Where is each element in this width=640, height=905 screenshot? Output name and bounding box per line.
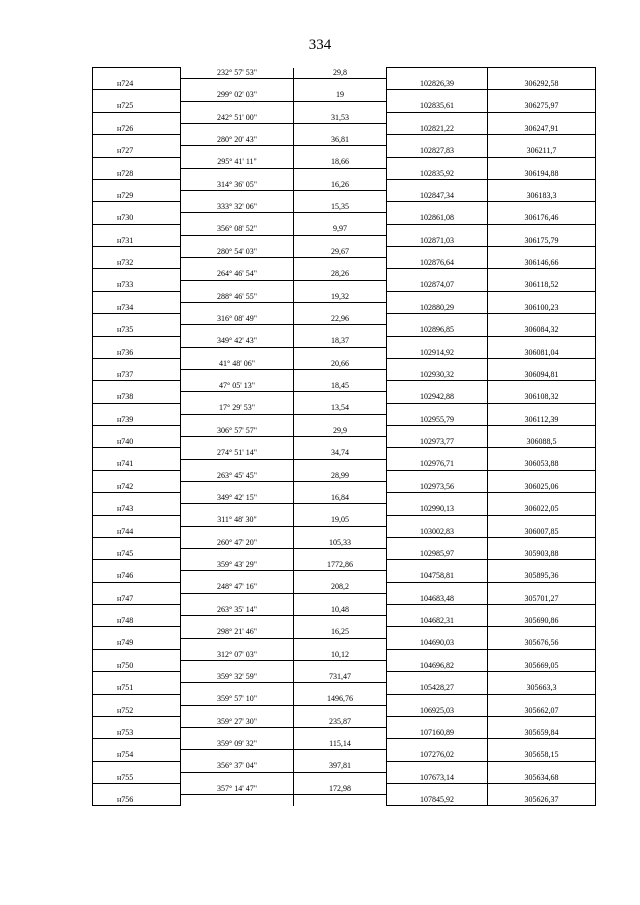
segment-angle: 359° 32' 59"	[181, 672, 294, 683]
segment-distance: 10,12	[294, 649, 387, 660]
point-name: н753	[93, 728, 181, 739]
segment-distance: 16,26	[294, 179, 387, 190]
segment-angle: 359° 09' 32"	[181, 739, 294, 750]
segment-distance: 29,67	[294, 247, 387, 258]
segment-row	[93, 694, 596, 705]
coord-x: 102876,64	[387, 258, 488, 269]
point-row	[93, 101, 596, 112]
point-name: н751	[93, 683, 181, 694]
coord-y: 306176,46	[488, 213, 596, 224]
point-row	[93, 168, 596, 179]
segment-angle: 17° 29' 53"	[181, 403, 294, 414]
segment-row	[93, 672, 596, 683]
segment-angle: 260° 47' 20"	[181, 537, 294, 548]
segment-angle: 280° 20' 43"	[181, 135, 294, 146]
coord-x: 102861,08	[387, 213, 488, 224]
point-name: н734	[93, 302, 181, 313]
segment-distance: 13,54	[294, 403, 387, 414]
coord-y: 305658,15	[488, 750, 596, 761]
point-row	[93, 795, 596, 806]
point-name: н756	[93, 795, 181, 806]
point-row	[93, 191, 596, 202]
segment-row	[93, 157, 596, 168]
coord-y: 305690,86	[488, 616, 596, 627]
point-row	[93, 571, 596, 582]
segment-distance: 18,37	[294, 336, 387, 347]
segment-distance: 115,14	[294, 739, 387, 750]
segment-angle: 312° 07' 03"	[181, 649, 294, 660]
segment-angle: 41° 48' 06"	[181, 358, 294, 369]
segment-distance: 19,05	[294, 515, 387, 526]
point-name: н737	[93, 370, 181, 381]
segment-row	[93, 90, 596, 101]
point-row	[93, 504, 596, 515]
segment-angle: 242° 51' 00"	[181, 112, 294, 123]
coord-y: 305634,68	[488, 772, 596, 783]
point-name: н725	[93, 101, 181, 112]
segment-row	[93, 68, 596, 79]
coord-y: 306081,04	[488, 347, 596, 358]
point-row	[93, 750, 596, 761]
point-name: н733	[93, 280, 181, 291]
point-row	[93, 392, 596, 403]
segment-row	[93, 381, 596, 392]
coord-x: 104696,82	[387, 660, 488, 671]
segment-row	[93, 627, 596, 638]
segment-distance: 15,35	[294, 202, 387, 213]
point-row	[93, 213, 596, 224]
coord-x: 102880,29	[387, 302, 488, 313]
coord-x: 104690,03	[387, 638, 488, 649]
coord-y: 306088,5	[488, 437, 596, 448]
point-name: н731	[93, 235, 181, 246]
segment-row	[93, 314, 596, 325]
segment-row	[93, 605, 596, 616]
coord-x: 102874,07	[387, 280, 488, 291]
segment-distance: 28,99	[294, 470, 387, 481]
segment-angle: 299° 02' 03"	[181, 90, 294, 101]
point-row	[93, 414, 596, 425]
segment-distance: 29,8	[294, 68, 387, 79]
coord-x: 102871,03	[387, 235, 488, 246]
coord-y: 306100,23	[488, 302, 596, 313]
coord-x: 107673,14	[387, 772, 488, 783]
segment-distance: 208,2	[294, 582, 387, 593]
point-name: н739	[93, 414, 181, 425]
segment-distance: 19,32	[294, 291, 387, 302]
segment-angle: 280° 54' 03"	[181, 247, 294, 258]
segment-row	[93, 247, 596, 258]
segment-distance: 10,48	[294, 605, 387, 616]
segment-distance: 36,81	[294, 135, 387, 146]
segment-row	[93, 403, 596, 414]
coord-x: 104758,81	[387, 571, 488, 582]
point-row	[93, 146, 596, 157]
segment-angle: 288° 46' 55"	[181, 291, 294, 302]
coord-y: 305669,05	[488, 660, 596, 671]
page-number: 334	[308, 37, 332, 53]
coord-x: 102835,92	[387, 168, 488, 179]
coord-x: 102985,97	[387, 549, 488, 560]
point-row	[93, 325, 596, 336]
coord-x: 102976,71	[387, 459, 488, 470]
segment-row	[93, 179, 596, 190]
segment-distance: 235,87	[294, 716, 387, 727]
coord-y: 306007,85	[488, 526, 596, 537]
coord-x: 102847,34	[387, 191, 488, 202]
coord-x: 107845,92	[387, 795, 488, 806]
point-name: н727	[93, 146, 181, 157]
coord-y: 306084,32	[488, 325, 596, 336]
segment-distance: 31,53	[294, 112, 387, 123]
segment-distance: 29,9	[294, 426, 387, 437]
segment-distance: 1772,86	[294, 560, 387, 571]
segment-angle: 295° 41' 11"	[181, 157, 294, 168]
coord-y: 306146,66	[488, 258, 596, 269]
point-row	[93, 459, 596, 470]
coord-y: 306175,79	[488, 235, 596, 246]
segment-distance: 731,47	[294, 672, 387, 683]
coord-x: 104683,48	[387, 593, 488, 604]
point-name: н730	[93, 213, 181, 224]
segment-row	[93, 291, 596, 302]
coord-x: 102896,85	[387, 325, 488, 336]
point-row	[93, 728, 596, 739]
segment-distance: 105,33	[294, 537, 387, 548]
segment-distance: 172,98	[294, 784, 387, 795]
segment-distance: 397,81	[294, 761, 387, 772]
coordinates-table-body	[93, 68, 596, 806]
coord-y: 306118,52	[488, 280, 596, 291]
segment-row	[93, 515, 596, 526]
point-row	[93, 258, 596, 269]
coord-y: 305701,27	[488, 593, 596, 604]
point-row	[93, 526, 596, 537]
coord-x: 102955,79	[387, 414, 488, 425]
coord-x: 102835,61	[387, 101, 488, 112]
point-name: н738	[93, 392, 181, 403]
point-name: н746	[93, 571, 181, 582]
segment-angle: 359° 43' 29"	[181, 560, 294, 571]
point-name: н729	[93, 191, 181, 202]
segment-angle: 314° 36' 05"	[181, 179, 294, 190]
point-row	[93, 549, 596, 560]
point-row	[93, 593, 596, 604]
segment-distance: 18,45	[294, 381, 387, 392]
coord-y: 305895,36	[488, 571, 596, 582]
point-row	[93, 705, 596, 716]
segment-row	[93, 224, 596, 235]
point-name: н724	[93, 79, 181, 90]
point-row	[93, 437, 596, 448]
coord-x: 103002,83	[387, 526, 488, 537]
point-name: н735	[93, 325, 181, 336]
point-row	[93, 481, 596, 492]
point-name: н728	[93, 168, 181, 179]
coord-x: 107276,02	[387, 750, 488, 761]
segment-row	[93, 784, 596, 795]
coord-y: 306022,05	[488, 504, 596, 515]
coord-y: 306094,81	[488, 370, 596, 381]
point-row	[93, 79, 596, 90]
segment-angle: 349° 42' 15"	[181, 493, 294, 504]
segment-angle: 298° 21' 46"	[181, 627, 294, 638]
segment-row	[93, 470, 596, 481]
coord-y: 306053,88	[488, 459, 596, 470]
segment-distance: 1496,76	[294, 694, 387, 705]
segment-angle: 232° 57' 53"	[181, 68, 294, 79]
segment-angle: 356° 37' 04"	[181, 761, 294, 772]
segment-distance: 16,25	[294, 627, 387, 638]
segment-angle: 274° 51' 14"	[181, 448, 294, 459]
segment-row	[93, 448, 596, 459]
segment-angle: 357° 14' 47"	[181, 784, 294, 795]
segment-angle: 248° 47' 16"	[181, 582, 294, 593]
segment-angle: 359° 57' 10"	[181, 694, 294, 705]
segment-angle: 264° 46' 54"	[181, 269, 294, 280]
point-name: н743	[93, 504, 181, 515]
segment-distance: 9,97	[294, 224, 387, 235]
coord-y: 305662,07	[488, 705, 596, 716]
segment-angle: 356° 08' 52"	[181, 224, 294, 235]
segment-row	[93, 358, 596, 369]
segment-row	[93, 135, 596, 146]
segment-row	[93, 649, 596, 660]
coord-y: 306183,3	[488, 191, 596, 202]
coord-y: 306194,88	[488, 168, 596, 179]
point-name: н736	[93, 347, 181, 358]
point-name: н754	[93, 750, 181, 761]
point-row	[93, 347, 596, 358]
point-row	[93, 683, 596, 694]
coord-x: 102827,83	[387, 146, 488, 157]
segment-angle: 263° 35' 14"	[181, 605, 294, 616]
point-name: н747	[93, 593, 181, 604]
segment-row	[93, 426, 596, 437]
coord-x: 102973,77	[387, 437, 488, 448]
segment-row	[93, 202, 596, 213]
segment-row	[93, 560, 596, 571]
point-name: н749	[93, 638, 181, 649]
segment-distance: 19	[294, 90, 387, 101]
point-row	[93, 616, 596, 627]
segment-row	[93, 269, 596, 280]
point-row	[93, 302, 596, 313]
segment-angle: 263° 45' 45"	[181, 470, 294, 481]
coord-x: 106925,03	[387, 705, 488, 716]
point-name: н742	[93, 481, 181, 492]
coord-x: 102990,13	[387, 504, 488, 515]
coord-y: 305659,84	[488, 728, 596, 739]
segment-distance: 22,96	[294, 314, 387, 325]
segment-angle: 316° 08' 49"	[181, 314, 294, 325]
segment-angle: 333° 32' 06"	[181, 202, 294, 213]
segment-distance: 16,84	[294, 493, 387, 504]
point-row	[93, 370, 596, 381]
segment-row	[93, 582, 596, 593]
point-row	[93, 772, 596, 783]
segment-angle: 47° 05' 13"	[181, 381, 294, 392]
coord-y: 306247,91	[488, 123, 596, 134]
segment-distance: 34,74	[294, 448, 387, 459]
point-name: н745	[93, 549, 181, 560]
coord-y: 305663,3	[488, 683, 596, 694]
segment-row	[93, 761, 596, 772]
segment-row	[93, 112, 596, 123]
point-name: н748	[93, 616, 181, 627]
segment-row	[93, 537, 596, 548]
coord-x: 107160,89	[387, 728, 488, 739]
segment-distance: 28,26	[294, 269, 387, 280]
coord-x: 102914,92	[387, 347, 488, 358]
point-row	[93, 638, 596, 649]
segment-row	[93, 739, 596, 750]
coord-y: 306292,58	[488, 79, 596, 90]
coord-x: 102826,39	[387, 79, 488, 90]
segment-angle: 306° 57' 57"	[181, 426, 294, 437]
coord-x: 102930,32	[387, 370, 488, 381]
point-name: н732	[93, 258, 181, 269]
point-row	[93, 123, 596, 134]
segment-row	[93, 716, 596, 727]
coord-y: 306108,32	[488, 392, 596, 403]
coord-y: 306275,97	[488, 101, 596, 112]
point-name: н740	[93, 437, 181, 448]
segment-angle: 349° 42' 43"	[181, 336, 294, 347]
segment-angle: 311° 48' 30"	[181, 515, 294, 526]
point-name: н752	[93, 705, 181, 716]
coord-y: 306112,39	[488, 414, 596, 425]
point-row	[93, 280, 596, 291]
point-name: н755	[93, 772, 181, 783]
coord-y: 306211,7	[488, 146, 596, 157]
coord-y: 305626,37	[488, 795, 596, 806]
segment-angle: 359° 27' 30"	[181, 716, 294, 727]
coord-y: 305676,56	[488, 638, 596, 649]
point-row	[93, 235, 596, 246]
segment-row	[93, 493, 596, 504]
segment-distance: 18,66	[294, 157, 387, 168]
point-name: н744	[93, 526, 181, 537]
coordinates-table	[92, 67, 596, 806]
coord-x: 102942,88	[387, 392, 488, 403]
coord-y: 305903,88	[488, 549, 596, 560]
point-name: н726	[93, 123, 181, 134]
coord-x: 105428,27	[387, 683, 488, 694]
coord-y: 306025,06	[488, 481, 596, 492]
coord-x: 102821,22	[387, 123, 488, 134]
segment-distance: 20,66	[294, 358, 387, 369]
point-name: н741	[93, 459, 181, 470]
point-row	[93, 660, 596, 671]
point-name: н750	[93, 660, 181, 671]
segment-row	[93, 336, 596, 347]
coord-x: 104682,31	[387, 616, 488, 627]
coord-x: 102973,56	[387, 481, 488, 492]
